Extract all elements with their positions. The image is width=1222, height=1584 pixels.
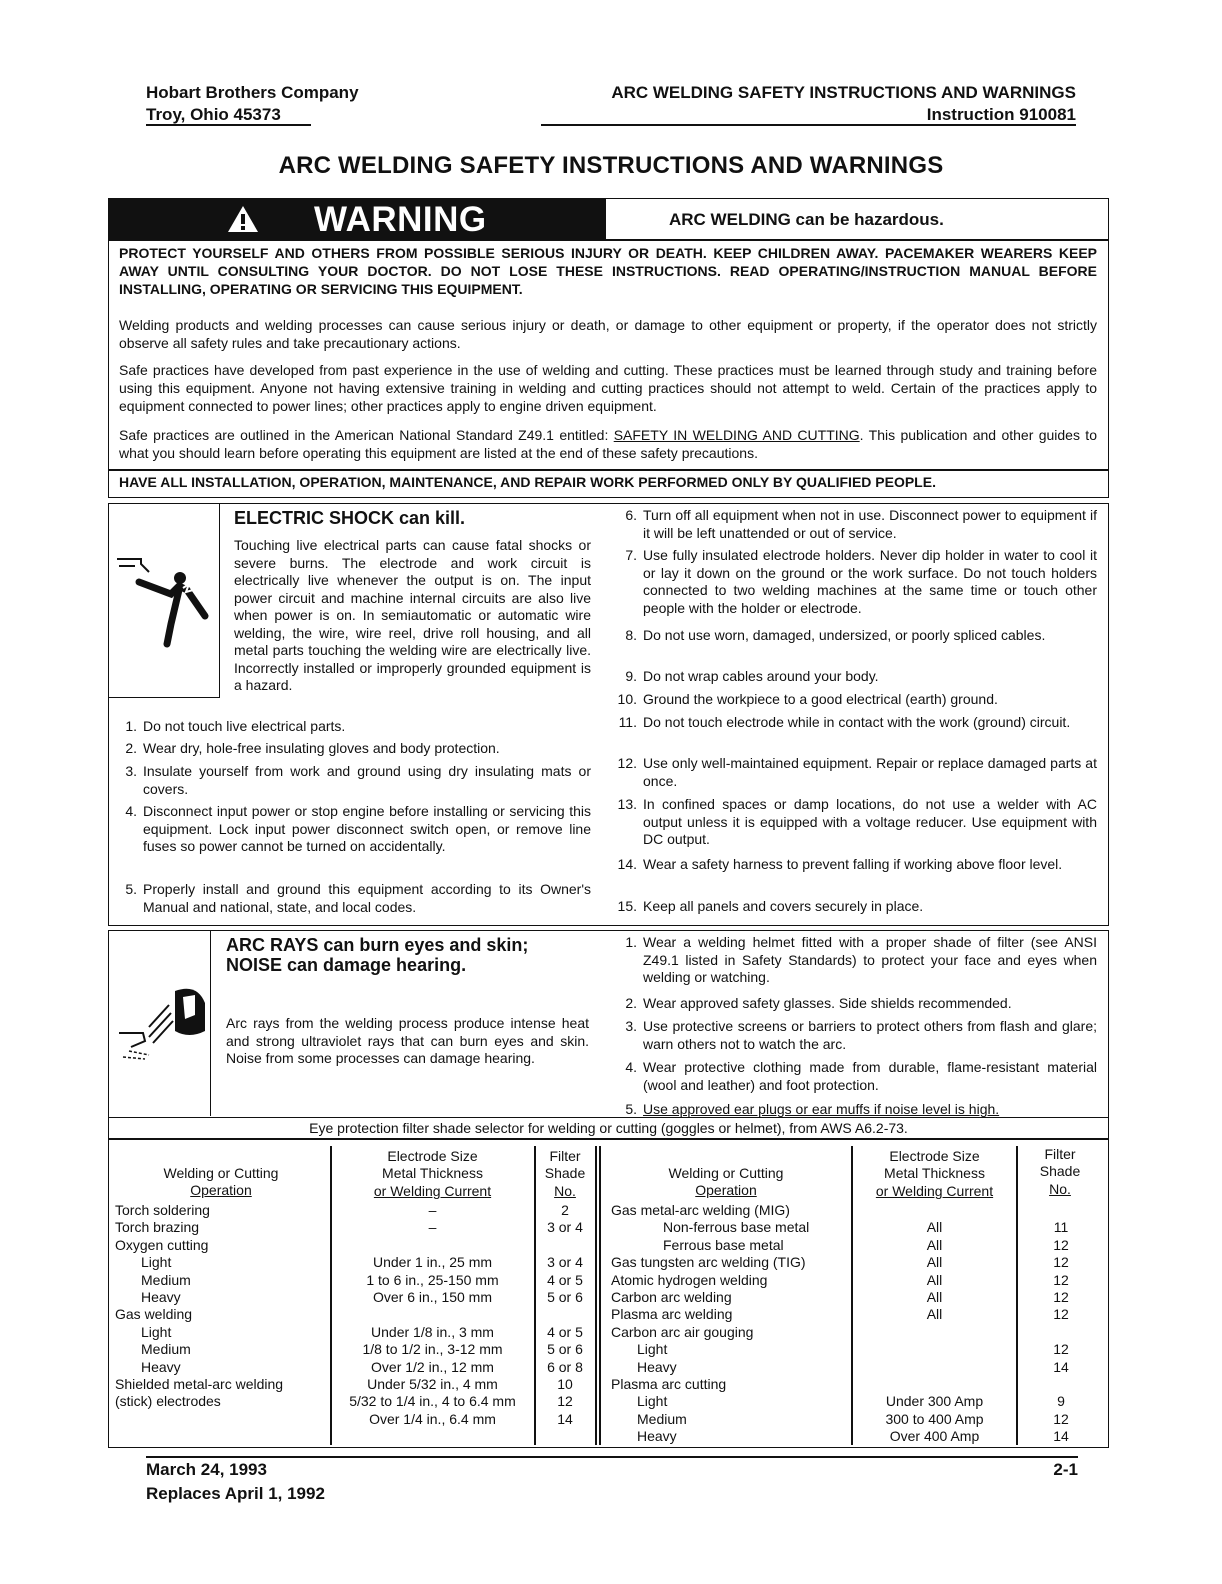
table-cell-size: 1/8 to 1/2 in., 3-12 mm xyxy=(362,1341,503,1358)
shock-item-14: 14. Wear a safety harness to prevent falling if working above floor level. xyxy=(617,856,1063,872)
table-cell-operation: Atomic hydrogen welding xyxy=(611,1271,768,1288)
electric-shock-title: ELECTRIC SHOCK can kill. xyxy=(234,508,466,528)
warning-paragraph-2: Safe practices have developed from past experience in the use of welding and cutting. These practices must be learned through study and training before using this equipment. Anyone not having extensive training in welding and cutting practices should not attempt to weld. Certain of the practices apply to equipment connected to power lines; other practices apply to engine driven equipment. xyxy=(119,362,1097,414)
table-cell-shade: 14 xyxy=(1053,1428,1069,1445)
shock-item-8: 8. Do not use worn, damaged, undersized, or poorly spliced cables. xyxy=(625,627,1046,643)
table-cell-size: Over 1/2 in., 12 mm xyxy=(371,1358,494,1375)
table-cell-size: 1 to 6 in., 25-150 mm xyxy=(366,1271,499,1288)
warning-box xyxy=(108,198,1109,498)
table-cell-size xyxy=(853,1376,1016,1393)
table-cell-shade: 12 xyxy=(557,1393,573,1410)
table-cell-size: All xyxy=(926,1271,943,1288)
right-sizes-column xyxy=(853,1202,1016,1445)
table-cell-size xyxy=(853,1202,1016,1219)
table-cell-size xyxy=(331,1306,534,1323)
header-operation-left: Welding or Cutting Operation xyxy=(163,1165,279,1199)
table-cell-operation: Heavy xyxy=(637,1428,677,1445)
table-cell-size: – xyxy=(428,1219,437,1236)
table-cell-operation: Carbon arc air gouging xyxy=(611,1323,754,1340)
table-cell-shade: 12 xyxy=(1053,1410,1069,1427)
electric-shock-icon-frame xyxy=(109,504,220,698)
electric-shock-icon xyxy=(109,504,219,697)
header-size-right: Electrode Size Metal Thickness or Welding Current xyxy=(875,1148,994,1199)
shock-item-9: 9. Do not wrap cables around your body. xyxy=(625,668,879,684)
table-cell-shade: 4 or 5 xyxy=(547,1323,583,1340)
table-cell-operation: Light xyxy=(637,1393,668,1410)
table-cell-size: Over 1/4 in., 6.4 mm xyxy=(369,1410,496,1427)
shock-item-5: 5. Properly install and ground this equipment according to its Owner's Manual and national, state, and local codes. xyxy=(125,881,591,915)
table-cell-size xyxy=(853,1341,1016,1358)
shock-item-4: 4. Disconnect input power or stop engine before installing or servicing this equipment. Lock input power disconnect switch open, or remove line fuses so power cannot be turned on accidentally. xyxy=(125,803,591,854)
table-cell-size: Under 5/32 in., 4 mm xyxy=(367,1375,498,1392)
table-cell-operation: Oxygen cutting xyxy=(115,1236,209,1253)
table-caption: Eye protection filter shade selector for welding or cutting (goggles or helmet), from AWS A6.2-73. xyxy=(309,1120,908,1136)
table-cell-operation: Light xyxy=(141,1323,172,1340)
arc-rays-item-1: 1. Wear a welding helmet fitted with a proper shade of filter (see ANSI Z49.1 listed in Safety Standards) to protect your face and eyes when welding or watching. xyxy=(625,934,1097,985)
left-operations-column xyxy=(115,1202,329,1428)
right-operations-column xyxy=(611,1202,851,1445)
table-cell-shade: 5 or 6 xyxy=(547,1341,583,1358)
header-doc-title: ARC WELDING SAFETY INSTRUCTIONS AND WARNINGS xyxy=(611,83,1076,102)
table-cell-operation: Shielded metal-arc welding xyxy=(115,1375,284,1392)
table-cell-operation: Medium xyxy=(141,1341,191,1358)
arc-rays-section xyxy=(108,930,1109,1118)
table-cell-size xyxy=(853,1359,1016,1376)
shock-item-1: 1. Do not touch live electrical parts. xyxy=(125,718,346,734)
table-cell-shade: 12 xyxy=(1053,1254,1069,1271)
table-cell-shade xyxy=(535,1306,595,1323)
table-cell-shade: 12 xyxy=(1053,1236,1069,1253)
arc-rays-item-5: 5. Use approved ear plugs or ear muffs if noise level is high. xyxy=(625,1101,1000,1117)
warning-paragraph-3 xyxy=(119,426,1097,462)
footer-replaces: Replaces April 1, 1992 xyxy=(146,1484,325,1503)
table-cell-size: All xyxy=(926,1254,943,1271)
welding-helmet-icon xyxy=(109,931,210,1116)
company-address: Troy, Ohio 45373 xyxy=(146,105,281,124)
shock-item-15: 15. Keep all panels and covers securely in place. xyxy=(617,898,924,914)
shock-item-13: 13. In confined spaces or damp locations, do not use a welder with AC output unless it is equipped with a voltage reducer. Use equipment with DC output. xyxy=(617,796,1097,847)
table-cell-operation: Ferrous base metal xyxy=(663,1236,784,1253)
warning-label: WARNING xyxy=(314,200,487,239)
shock-item-10: 10. Ground the workpiece to a good electrical (earth) ground. xyxy=(617,691,998,707)
table-cell-shade: 5 or 6 xyxy=(547,1288,583,1305)
col-divider xyxy=(595,1146,597,1445)
table-cell-operation: Medium xyxy=(141,1271,191,1288)
table-cell-shade: 4 or 5 xyxy=(547,1271,583,1288)
header-rule-left xyxy=(146,124,311,126)
table-cell-shade: 11 xyxy=(1053,1219,1069,1236)
electric-shock-section xyxy=(108,503,1109,926)
shock-item-7: 7. Use fully insulated electrode holders. Never dip holder in water to cool it or lay it down on the ground or the work surface. Do not touch holders connected to two welding machines at the same time or touch other people with the holder or electrode. xyxy=(625,547,1097,616)
table-cell-operation: Light xyxy=(141,1254,172,1271)
table-cell-shade: 12 xyxy=(1053,1288,1069,1305)
company-name: Hobart Brothers Company xyxy=(146,83,359,102)
table-cell-shade: 12 xyxy=(1053,1341,1069,1358)
table-cell-size: All xyxy=(926,1288,943,1305)
arc-rays-icon-frame xyxy=(109,931,211,1116)
table-cell-shade: 9 xyxy=(1057,1393,1065,1410)
header-rule-right xyxy=(541,124,1076,126)
table-cell-shade: 12 xyxy=(1053,1271,1069,1288)
table-cell-operation: Heavy xyxy=(637,1358,677,1375)
table-cell-shade: 14 xyxy=(1053,1358,1069,1375)
table-cell-size: All xyxy=(926,1219,943,1236)
warning-paragraph-1: Welding products and welding processes can cause serious injury or death, or damage to other equipment or property, if the operator does not strictly observe all safety rules and take precautionary actions. xyxy=(119,317,1097,351)
table-cell-size: Over 400 Amp xyxy=(889,1428,980,1445)
table-cell-shade: 6 or 8 xyxy=(547,1358,583,1375)
table-cell-operation: Gas welding xyxy=(115,1306,193,1323)
arc-rays-title: ARC RAYS can burn eyes and skin; xyxy=(226,935,529,955)
standard-title: SAFETY IN WELDING AND CUTTING xyxy=(613,427,860,443)
table-cell-size xyxy=(853,1324,1016,1341)
warning-banner xyxy=(109,199,606,239)
page-number: 2-1 xyxy=(1053,1460,1078,1479)
table-cell-size: Over 6 in., 150 mm xyxy=(372,1288,493,1305)
table-cell-operation: Torch soldering xyxy=(115,1202,210,1218)
caption-divider xyxy=(109,1138,1108,1140)
table-cell-size: Under 1 in., 25 mm xyxy=(372,1254,493,1271)
table-cell-shade: 2 xyxy=(561,1202,569,1218)
qualified-divider xyxy=(109,469,1108,471)
table-cell-shade: 14 xyxy=(557,1410,573,1427)
table-cell-shade xyxy=(1019,1324,1103,1341)
shock-item-11: 11. Do not touch electrode while in contact with the work (ground) circuit. xyxy=(618,714,1071,730)
shock-item-12: 12. Use only well-maintained equipment. Repair or replace damaged parts at once. xyxy=(617,755,1097,789)
table-cell-shade xyxy=(1019,1376,1103,1393)
header-instruction-number: Instruction 910081 xyxy=(926,105,1076,124)
table-cell-operation: Carbon arc welding xyxy=(611,1288,732,1305)
arc-rays-item-4: 4. Wear protective clothing made from durable, flame-resistant material (wool and leather) and foot protection. xyxy=(625,1059,1097,1093)
table-cell-size: All xyxy=(926,1236,943,1253)
table-cell-operation: Medium xyxy=(637,1410,687,1427)
qualified-people-notice: HAVE ALL INSTALLATION, OPERATION, MAINTENANCE, AND REPAIR WORK PERFORMED ONLY BY QUALIFIED PEOPLE. xyxy=(119,474,936,490)
table-cell-operation: Plasma arc welding xyxy=(611,1306,733,1323)
table-cell-size: Under 300 Amp xyxy=(885,1393,984,1410)
table-cell-operation: Torch brazing xyxy=(115,1219,200,1236)
shock-item-2: 2. Wear dry, hole-free insulating gloves and body protection. xyxy=(125,740,500,756)
table-cell-operation xyxy=(115,1411,329,1428)
table-cell-operation: Gas metal-arc welding (MIG) xyxy=(611,1202,790,1218)
table-cell-shade: 10 xyxy=(557,1375,573,1392)
table-cell-shade xyxy=(1019,1202,1103,1219)
noise-title: NOISE can damage hearing. xyxy=(226,955,467,975)
warning-tagline: ARC WELDING can be hazardous. xyxy=(669,210,944,229)
warning-lead: PROTECT YOURSELF AND OTHERS FROM POSSIBLE SERIOUS INJURY OR DEATH. KEEP CHILDREN AWAY. PACEMAKER WEARERS KEEP AWAY UNTIL CONSULTING YOUR DOCTOR. DO NOT LOSE THESE INSTRUCTIONS. READ OPERATING/INSTRUCTION MANUAL BEFORE INSTALLING, OPERATING OR SERVICING THIS EQUIPMENT. xyxy=(119,245,1097,297)
page-title: ARC WELDING SAFETY INSTRUCTIONS AND WARNINGS xyxy=(278,152,944,179)
table-cell-shade: 3 or 4 xyxy=(547,1254,583,1271)
header-shade-right: Filter Shade No. xyxy=(1039,1146,1081,1197)
table-cell-size: 5/32 to 1/4 in., 4 to 6.4 mm xyxy=(349,1393,516,1410)
table-cell-size: 300 to 400 Amp xyxy=(885,1410,984,1427)
table-cell-operation: Gas tungsten arc welding (TIG) xyxy=(611,1254,806,1271)
table-cell-size: All xyxy=(926,1306,943,1323)
standard-reference-text: Safe practices are outlined in the American National Standard Z49.1 entitled: xyxy=(119,427,614,443)
table-cell-shade: 12 xyxy=(1053,1306,1069,1323)
header-shade-left: Filter Shade No. xyxy=(544,1148,586,1199)
table-cell-operation: Light xyxy=(637,1341,668,1358)
standard-reference-tail: . This publication and other guides to what you should learn before operating this equipment are listed at the end of these safety precautions. xyxy=(119,427,1097,461)
filter-shade-table xyxy=(108,1117,1109,1448)
table-cell-operation: Heavy xyxy=(141,1288,181,1305)
warning-divider xyxy=(109,239,1108,241)
arc-rays-intro: Arc rays from the welding process produce intense heat and strong ultraviolet rays that can burn eyes and skin. Noise from some processes can damage hearing. xyxy=(226,1015,589,1066)
arc-rays-item-2: 2. Wear approved safety glasses. Side shields recommended. xyxy=(625,995,1012,1011)
table-cell-operation: Plasma arc cutting xyxy=(611,1375,727,1392)
warning-triangle-icon xyxy=(227,205,259,233)
left-shades-column xyxy=(535,1202,595,1428)
arc-rays-item-3: 3. Use protective screens or barriers to protect others from flash and glare; warn others not to watch the arc. xyxy=(625,1018,1097,1052)
table-cell-shade xyxy=(535,1237,595,1254)
table-cell-size: Under 1/8 in., 3 mm xyxy=(371,1323,494,1340)
header-operation-right: Welding or Cutting Operation xyxy=(668,1165,784,1199)
shock-item-3: 3. Insulate yourself from work and ground using dry insulating mats or covers. xyxy=(125,763,591,797)
shock-item-6: 6. Turn off all equipment when not in use. Disconnect power to equipment if it will be left unattended or out of service. xyxy=(625,507,1097,541)
table-cell-size: – xyxy=(428,1202,437,1218)
right-shades-column xyxy=(1019,1202,1103,1445)
table-cell-operation: Heavy xyxy=(141,1358,181,1375)
footer-rule xyxy=(146,1456,1078,1458)
table-cell-operation: (stick) electrodes xyxy=(115,1393,221,1410)
footer-date: March 24, 1993 xyxy=(146,1460,267,1479)
table-cell-size xyxy=(331,1237,534,1254)
electric-shock-intro: Touching live electrical parts can cause fatal shocks or severe burns. The electrode and work circuit is electrically live whenever the output is on. The input power circuit and machine internal circuits are also live when power is on. In semiautomatic or automatic wire welding, the wire, wire reel, drive roll housing, and all metal parts touching the welding wire are electrically live. Incorrectly installed or improperly grounded equipment is a hazard. xyxy=(234,537,591,693)
table-cell-shade: 3 or 4 xyxy=(547,1219,583,1236)
header-size-left: Electrode Size Metal Thickness or Welding Current xyxy=(373,1148,492,1199)
left-sizes-column xyxy=(331,1202,534,1428)
table-cell-operation: Non-ferrous base metal xyxy=(663,1219,810,1236)
